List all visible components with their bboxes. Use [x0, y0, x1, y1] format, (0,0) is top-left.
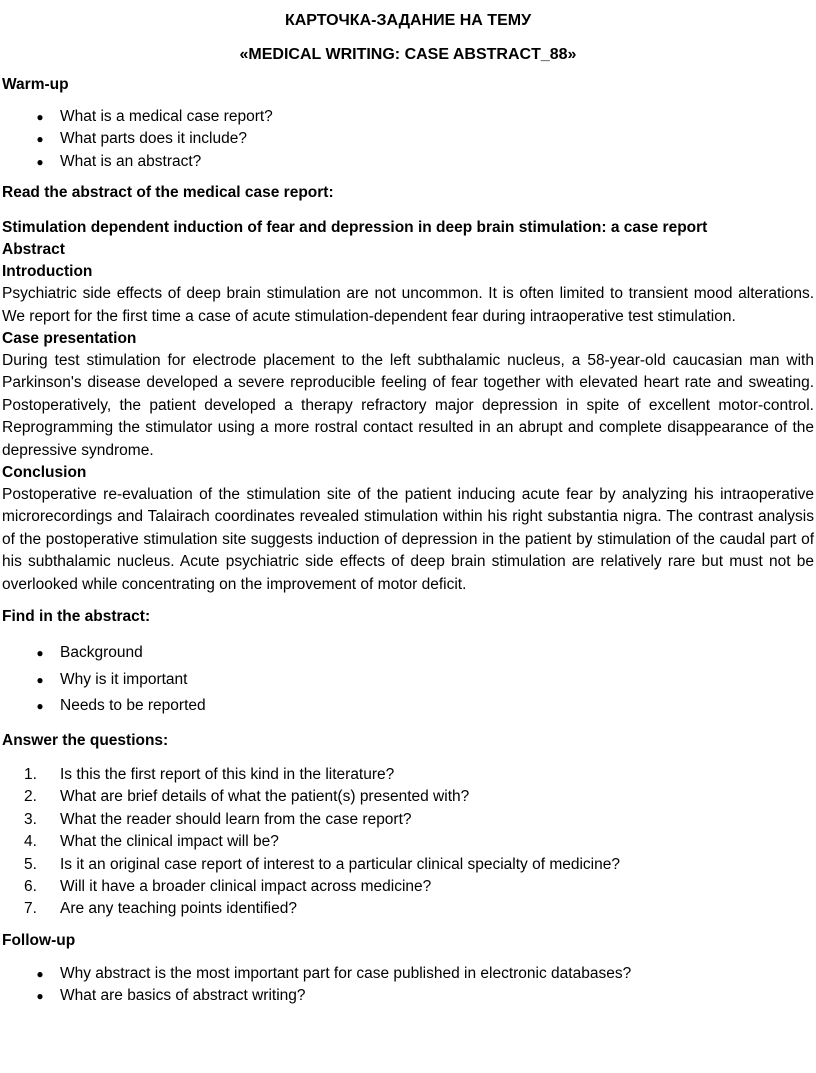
list-item: 1. Is this the first report of this kind in the literature?	[24, 765, 395, 783]
warmup-heading: Warm-up	[2, 76, 69, 93]
case-presentation-label: Case presentation	[2, 330, 137, 348]
list-item: 3. What the reader should learn from the case report?	[24, 810, 412, 828]
bullet-icon: ●	[36, 132, 44, 147]
list-item: ● Why is it important	[2, 667, 814, 694]
followup-list	[2, 963, 814, 1008]
article-title: Stimulation dependent induction of fear and depression in deep brain stimulation: a case report	[2, 219, 708, 237]
bullet-icon: ●	[36, 966, 44, 981]
bullet-icon: ●	[36, 646, 44, 661]
bullet-icon: ●	[36, 672, 44, 687]
list-item: 7. Are any teaching points identified?	[24, 900, 297, 918]
followup-heading: Follow-up	[2, 931, 76, 949]
list-item: 6. Will it have a broader clinical impact across medicine?	[24, 877, 432, 895]
find-heading: Find in the abstract:	[2, 608, 151, 626]
list-item: ● Needs to be reported	[2, 693, 814, 720]
warmup-list	[2, 106, 814, 173]
list-item: 5. Is it an original case report of interest to a particular clinical specialty of medicine?	[24, 855, 620, 873]
find-list	[2, 640, 814, 720]
abstract-label: Abstract	[2, 241, 65, 259]
card-title-line2: «MEDICAL WRITING: CASE ABSTRACT_88»	[239, 46, 577, 63]
bullet-icon: ●	[36, 154, 44, 169]
list-item: ● What is a medical case report?	[2, 106, 814, 128]
read-heading: Read the abstract of the medical case report:	[2, 184, 334, 202]
list-item: ● What are basics of abstract writing?	[2, 985, 814, 1007]
bullet-icon: ●	[36, 110, 44, 124]
list-item: 2. What are brief details of what the patient(s) presented with?	[24, 788, 470, 806]
case-presentation-text: During test stimulation for electrode placement to the left subthalamic nucleus, a 58-year-old caucasian man with Parkinson's disease developed a severe reproducible feeling of fear together with elevated heart rate and sweating. Postoperatively, the patient developed a therapy refractory major depression in spite of excellent motor-control. Reprogramming the stimulator using a more rostral contact resulted in an abrupt and complete disappearance of the depressive syndrome.	[2, 352, 814, 459]
bullet-icon: ●	[36, 699, 44, 714]
list-item: ● Background	[2, 640, 814, 667]
card-title-line1: КАРТОЧКА-ЗАДАНИЕ НА ТЕМУ	[284, 12, 532, 29]
answer-heading: Answer the questions:	[2, 731, 169, 749]
list-item: 4. What the clinical impact will be?	[24, 833, 279, 851]
list-item: ● What parts does it include?	[2, 128, 814, 150]
introduction-text: Psychiatric side effects of deep brain stimulation are not uncommon. It is often limited to transient mood alterations. We report for the first time a case of acute stimulation-dependent fear during intraoperative test stimulation.	[2, 285, 814, 325]
conclusion-text: Postoperative re-evaluation of the stimulation site of the patient inducing acute fear by analyzing his intraoperative microrecordings and Talairach coordinates revealed stimulation within his right substantia nigra. The contrast analysis of the postoperative stimulation site suggests induction of depression in the patient by stimulation of the caudal part of his subthalamic nucleus. Acute psychiatric side effects of deep brain stimulation are relatively rare but must not be overlooked while concentrating on the improvement of motor deficit.	[2, 486, 814, 593]
answer-list	[2, 764, 814, 921]
list-item: ● What is an abstract?	[2, 151, 814, 173]
conclusion-label: Conclusion	[2, 464, 87, 482]
introduction-label: Introduction	[2, 263, 93, 281]
list-item: ● Why abstract is the most important part for case published in electronic databases?	[2, 963, 814, 985]
bullet-icon: ●	[36, 989, 44, 1004]
